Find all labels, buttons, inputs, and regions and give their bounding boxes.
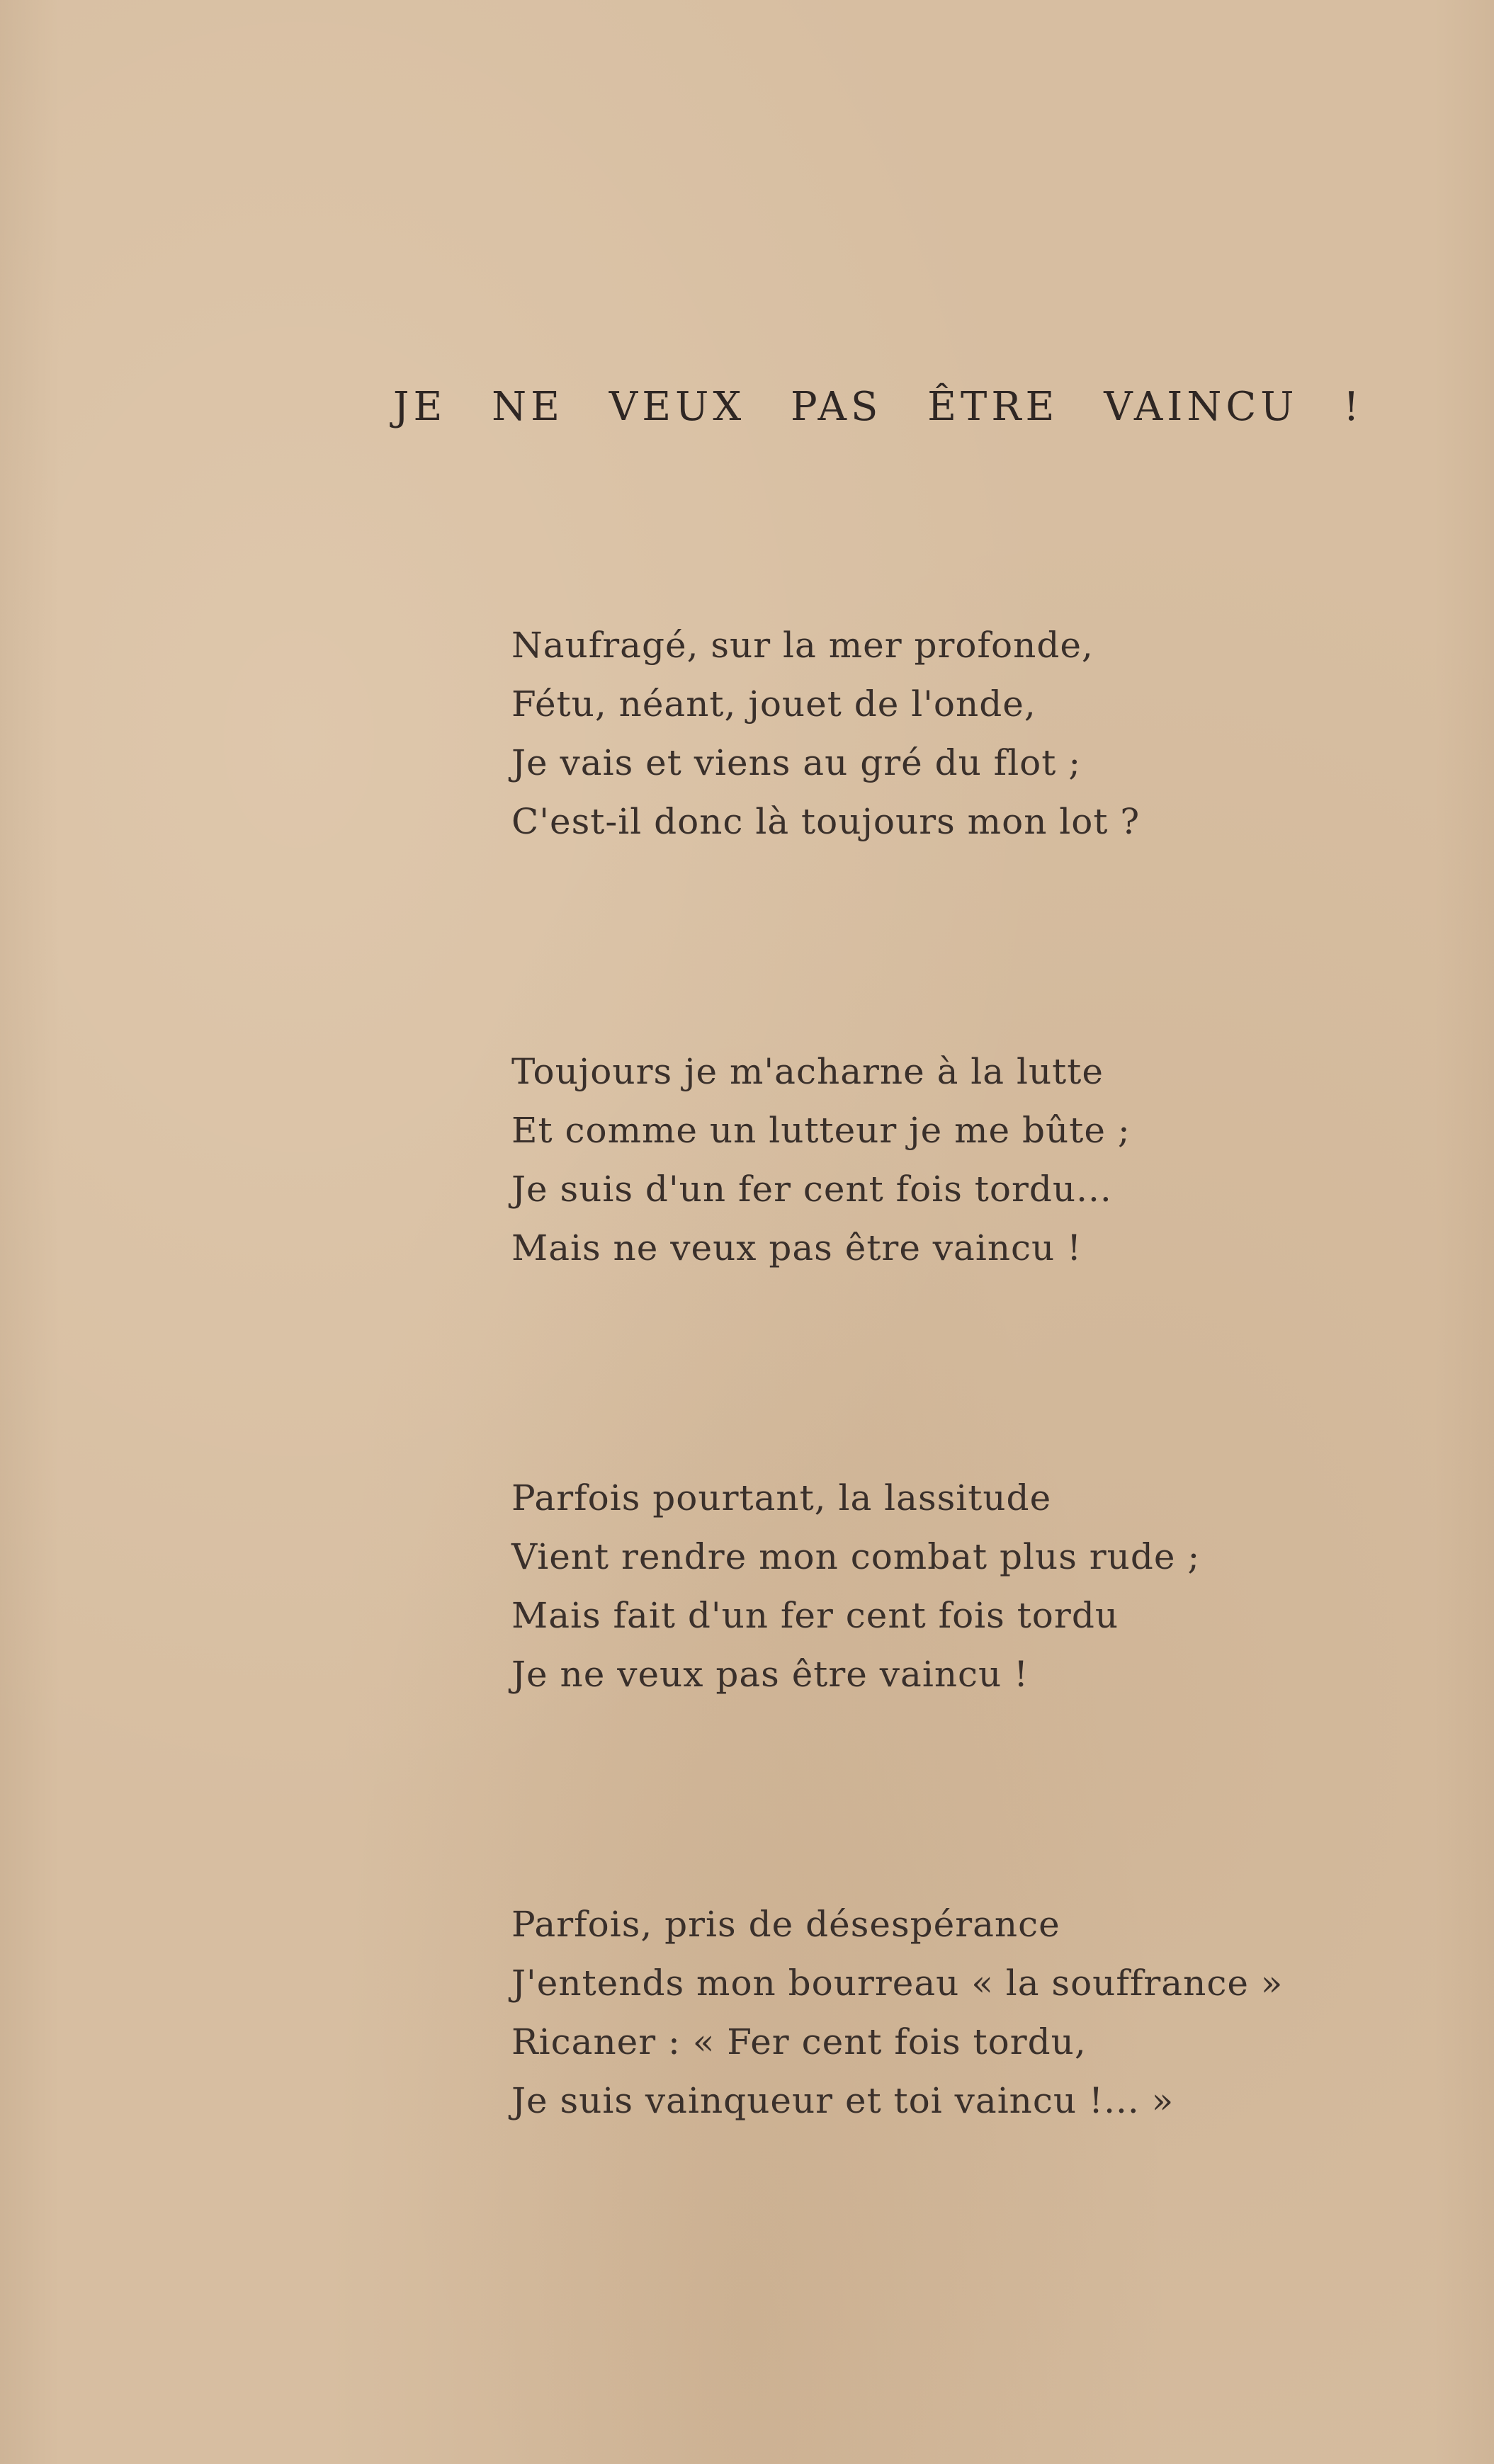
verse-line: Mais fait d'un fer cent fois tordu bbox=[511, 1595, 1119, 1636]
verse-line: Toujours je m'acharne à la lutte bbox=[511, 1051, 1104, 1092]
verse-line: Je ne veux pas être vaincu ! bbox=[511, 1654, 1029, 1695]
verse-line: C'est-il donc là toujours mon lot ? bbox=[511, 801, 1141, 842]
stanza-3 bbox=[511, 1469, 1432, 1704]
verse-line: Parfois, pris de désespérance bbox=[511, 1904, 1060, 1945]
verse-line: Parfois pourtant, la lassitude bbox=[511, 1477, 1052, 1518]
verse-line: Je vais et viens au gré du flot ; bbox=[511, 742, 1082, 783]
verse-line: J'entends mon bourreau « la souffrance » bbox=[511, 1963, 1284, 2004]
verse-line: Vient rendre mon combat plus rude ; bbox=[511, 1536, 1201, 1577]
verse-line: Ricaner : « Fer cent fois tordu, bbox=[511, 2021, 1087, 2062]
poem-body bbox=[511, 616, 1432, 2322]
verse-line: Mais ne veux pas être vaincu ! bbox=[511, 1227, 1082, 1268]
verse-line: Je suis vainqueur et toi vaincu !... » bbox=[511, 2080, 1175, 2121]
stanza-4 bbox=[511, 1895, 1432, 2130]
poem-title: JE NE VEUX PAS ÊTRE VAINCU ! bbox=[393, 384, 1364, 430]
verse-line: Et comme un lutteur je me bûte ; bbox=[511, 1110, 1131, 1151]
verse-line: Naufragé, sur la mer profonde, bbox=[511, 625, 1094, 666]
stanza-2 bbox=[511, 1043, 1432, 1278]
stanza-1 bbox=[511, 616, 1432, 851]
verse-line: Fétu, néant, jouet de l'onde, bbox=[511, 683, 1036, 725]
verse-line: Je suis d'un fer cent fois tordu... bbox=[511, 1169, 1112, 1210]
